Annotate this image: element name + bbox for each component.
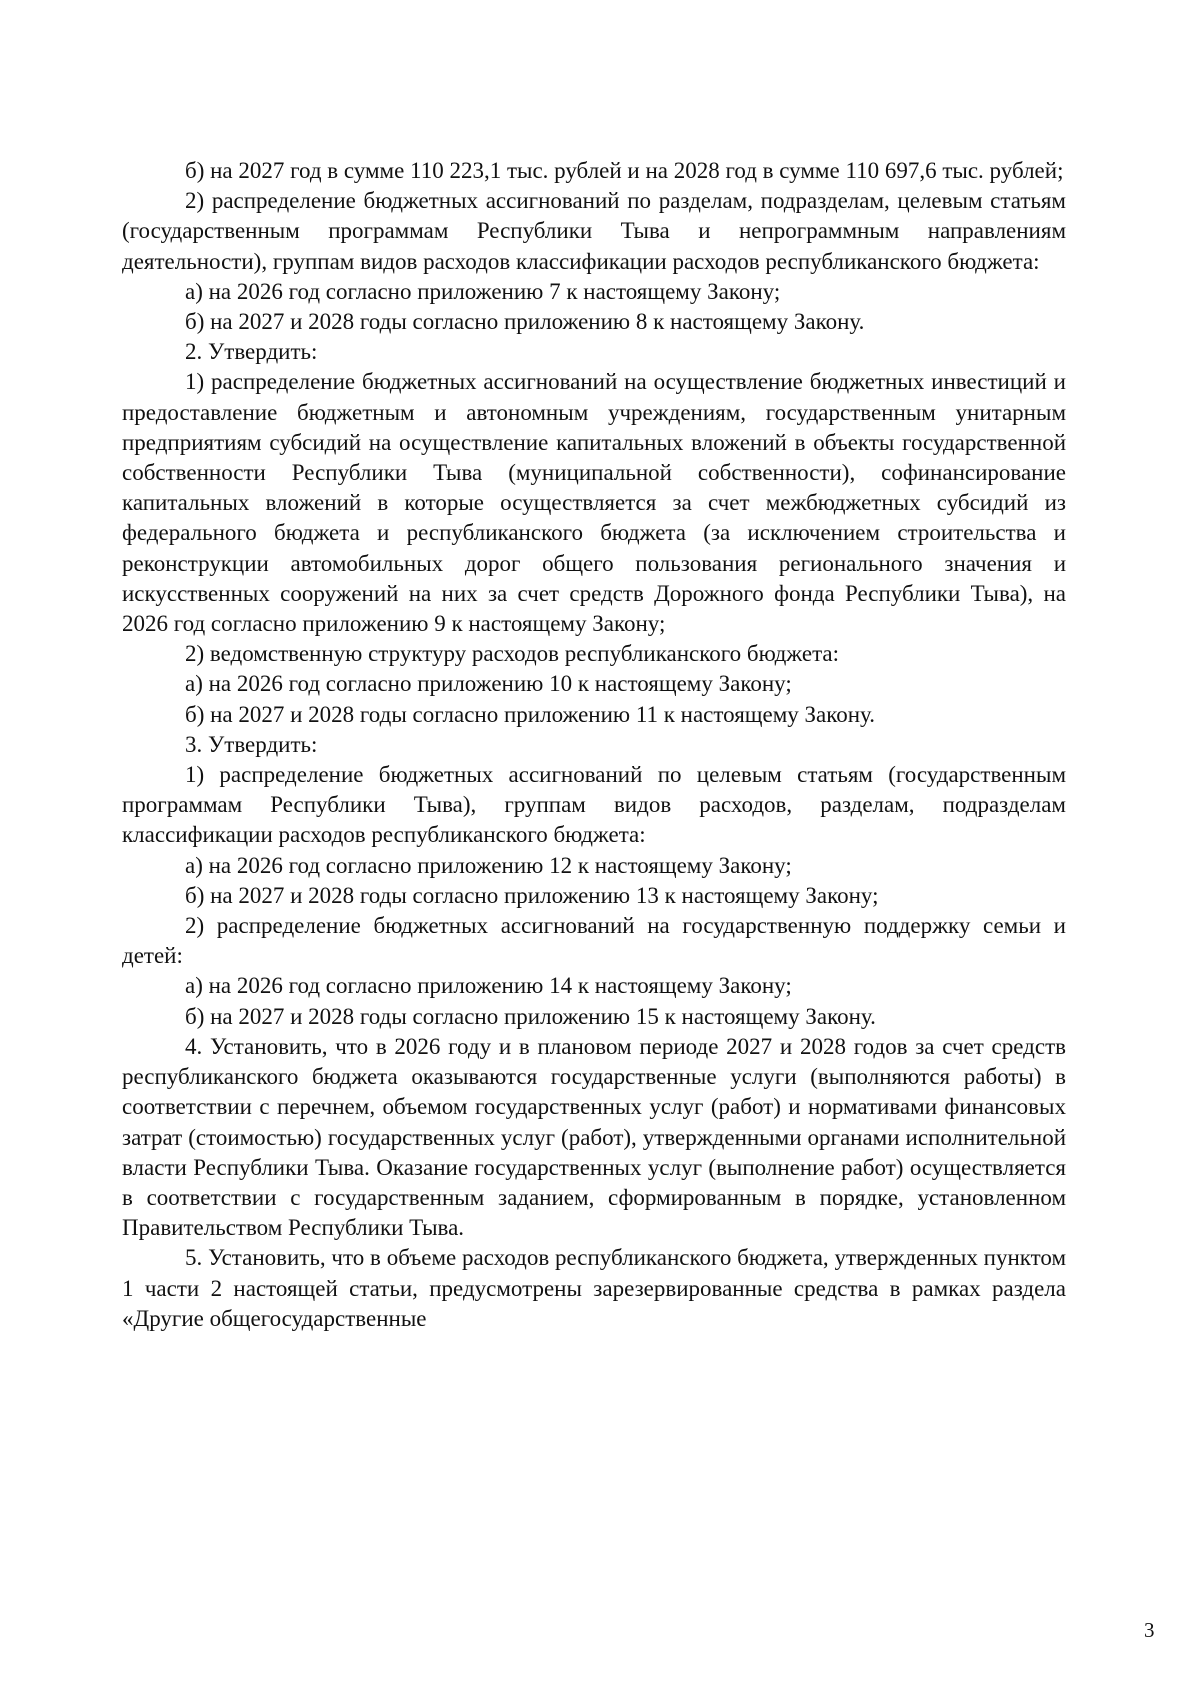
paragraph: 2) распределение бюджетных ассигнований на государственную поддержку семьи и детей: xyxy=(122,913,1066,969)
paragraph: б) на 2027 год в сумме 110 223,1 тыс. рублей и на 2028 год в сумме 110 697,6 тыс. рублей; xyxy=(185,158,1064,183)
paragraph: 2) ведомственную структуру расходов республиканского бюджета: xyxy=(185,641,840,667)
paragraph: 1) распределение бюджетных ассигнований по целевым статьям (государственным программам Республики Тыва), группам видов расходов, разделам, подразделам классификации расходов республиканского бюджета: xyxy=(122,762,1066,848)
paragraph: 5. Установить, что в объеме расходов республиканского бюджета, утвержденных пунктом 1 части 2 настоящей статьи, предусмотрены зарезервированные средства в рамках раздела «Другие общегосударственные xyxy=(122,1245,1066,1331)
paragraph: 1) распределение бюджетных ассигнований на осуществление бюджетных инвестиций и предоставление бюджетным и автономным учреждениям, государственным унитарным предприятиям субсидий на осуществление капитальных вложений в объекты государственной собственности Республики Тыва (муниципальной собственности), софинансирование капитальных вложений в которые осуществляется за счет межбюджетных субсидий из федерального бюджета и республиканского бюджета (за исключением строительства и реконструкции автомобильных дорог общего пользования регионального значения и искусственных сооружений на них за счет средств Дорожного фонда Республики Тыва), на 2026 год согласно приложению 9 к настоящему Закону; xyxy=(122,369,1066,637)
paragraph: 3. Утвердить: xyxy=(185,731,318,757)
paragraph: 2. Утвердить: xyxy=(185,339,318,365)
paragraph: а) на 2026 год согласно приложению 14 к настоящему Закону; xyxy=(185,973,792,999)
paragraph: б) на 2027 и 2028 годы согласно приложению 8 к настоящему Закону. xyxy=(185,309,865,335)
paragraph: 2) распределение бюджетных ассигнований по разделам, подразделам, целевым статьям (государственным программам Республики Тыва и непрограммным направлениям деятельности), группам видов расходов классификации расходов республиканского бюджета: xyxy=(122,188,1066,274)
paragraph: а) на 2026 год согласно приложению 12 к настоящему Закону; xyxy=(185,852,792,878)
paragraph: б) на 2027 и 2028 годы согласно приложению 15 к настоящему Закону. xyxy=(185,1003,876,1029)
body-text xyxy=(122,156,1066,1334)
paragraph: б) на 2027 и 2028 годы согласно приложению 11 к настоящему Закону. xyxy=(185,701,875,727)
paragraph: а) на 2026 год согласно приложению 7 к настоящему Закону; xyxy=(185,278,781,304)
paragraph: а) на 2026 год согласно приложению 10 к настоящему Закону; xyxy=(185,671,792,697)
page-number: 3 xyxy=(1144,1618,1155,1642)
paragraph: 4. Установить, что в 2026 году и в плановом периоде 2027 и 2028 годов за счет средств республиканского бюджета оказываются государственные услуги (выполняются работы) в соответствии с перечнем, объемом государственных услуг (работ) и нормативами финансовых затрат (стоимостью) государственных услуг (работ), утвержденными органами исполнительной власти Республики Тыва. Оказание государственных услуг (выполнение работ) осуществляется в соответствии с государственным заданием, сформированным в порядке, установленном Правительством Республики Тыва. xyxy=(122,1033,1066,1241)
paragraph: б) на 2027 и 2028 годы согласно приложению 13 к настоящему Закону; xyxy=(185,882,879,908)
